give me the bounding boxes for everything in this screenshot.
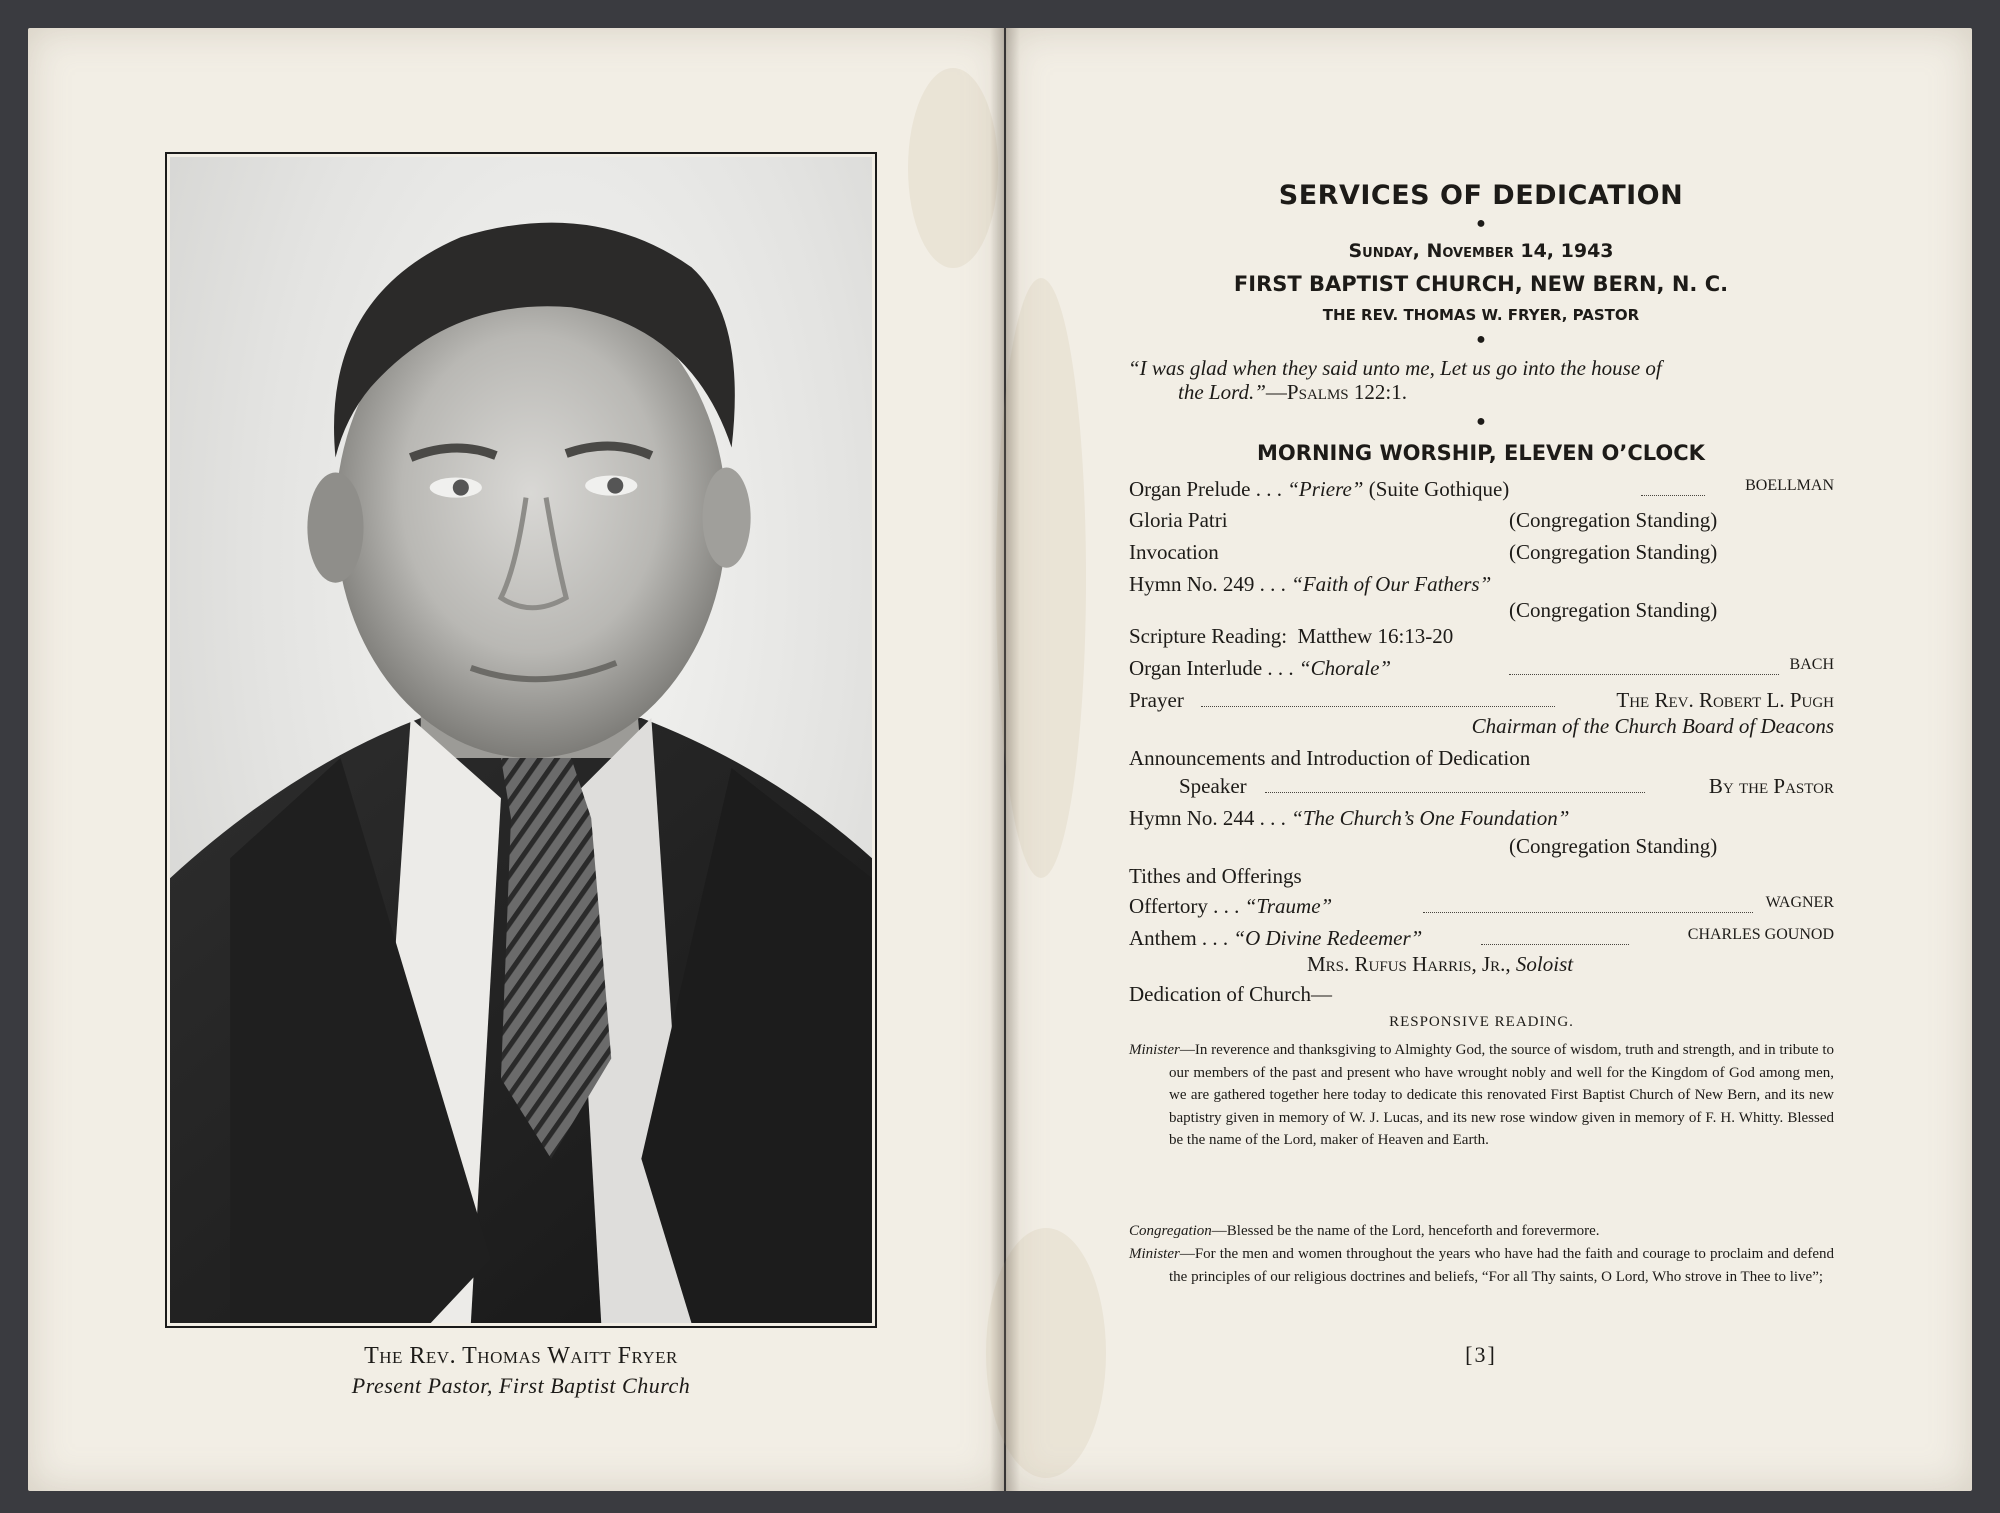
item-label — [1129, 572, 1491, 597]
item-label: Announcements and Introduction of Dedication — [1129, 746, 1531, 770]
service-date: Sunday, November 14, 1943 — [1348, 240, 1614, 262]
item-anthem-soloist — [1129, 952, 1834, 980]
item-prayer — [1129, 688, 1834, 716]
piece-title: “Traume” — [1244, 894, 1333, 918]
item-label — [1129, 894, 1332, 919]
soloist-name: Mrs. Rufus Harris, Jr., — [1307, 952, 1511, 976]
book-gutter — [990, 28, 1020, 1491]
item-label: Invocation — [1129, 540, 1219, 564]
item-prayer-role — [1129, 714, 1834, 742]
item-announcements-line2 — [1129, 774, 1834, 802]
item-label — [1129, 656, 1391, 681]
item-dedication — [1129, 982, 1834, 1010]
photo-caption-role: Present Pastor, First Baptist Church — [351, 1373, 691, 1398]
officiant: The Rev. Robert L. Pugh — [1616, 688, 1834, 712]
scripture-text: Matthew 16:13-20 — [1297, 624, 1454, 648]
composer: BOELLMAN — [1745, 477, 1834, 494]
portrait-photo-frame — [165, 152, 877, 1328]
label-text: Offertory . . . — [1129, 894, 1240, 918]
quote-reference: —Psalms 122:1. — [1265, 380, 1407, 404]
label-text: Scripture Reading: — [1129, 624, 1288, 648]
piece-note: (Suite Gothique) — [1368, 477, 1510, 501]
item-note: (Congregation Standing) — [1509, 834, 1718, 858]
item-label: Dedication of Church— — [1129, 982, 1332, 1006]
bullet-divider: ● — [1476, 331, 1486, 348]
item-tithes — [1129, 864, 1834, 892]
officiant: By the Pastor — [1708, 774, 1834, 798]
label-text: Organ Prelude . . . — [1129, 477, 1282, 501]
item-label — [1129, 477, 1509, 502]
dot-leader — [1641, 477, 1705, 496]
piece-title: “Faith of Our Fathers” — [1291, 572, 1492, 596]
section-heading: MORNING WORSHIP, ELEVEN O’CLOCK — [1257, 441, 1705, 465]
quote-line-1: “I was glad when they said unto me, Let us go into the house of — [1128, 356, 1662, 380]
photo-caption-name: The Rev. Thomas Waitt Fryer — [364, 1343, 678, 1369]
composer: WAGNER — [1765, 894, 1834, 911]
label-text: Anthem . . . — [1129, 926, 1229, 950]
item-note: (Congregation Standing) — [1509, 540, 1718, 564]
item-label: Gloria Patri — [1129, 508, 1228, 532]
item-hymn-249 — [1129, 572, 1834, 600]
item-label: Tithes and Offerings — [1129, 864, 1302, 888]
reading-part-minister — [1129, 1243, 1834, 1288]
bullet-divider: ● — [1476, 215, 1486, 232]
item-hymn-249-note — [1129, 598, 1834, 626]
item-anthem — [1129, 926, 1834, 954]
reading-text: —Blessed be the name of the Lord, henceforth and forevermore. — [1211, 1223, 1600, 1239]
reading-text: —For the men and women throughout the years who have had the faith and courage to proclaim and defend the principles of our religious doctrines and beliefs, “For all Thy saints, O Lord, Who strove in Thee to live”; — [1169, 1246, 1834, 1285]
item-offertory — [1129, 894, 1834, 922]
page-title: SERVICES OF DEDICATION — [1278, 180, 1684, 211]
item-gloria-patri — [1129, 508, 1834, 536]
scripture-quote — [1128, 356, 1834, 404]
label-text: Hymn No. 249 . . . — [1129, 572, 1286, 596]
piece-title: “Chorale” — [1298, 656, 1392, 680]
portrait-photo — [170, 157, 872, 1323]
soloist — [1307, 952, 1573, 977]
item-organ-interlude — [1129, 656, 1834, 684]
church-name: FIRST BAPTIST CHURCH, NEW BERN, N. C. — [1233, 272, 1729, 296]
item-note: (Congregation Standing) — [1509, 508, 1718, 532]
item-hymn-244-note — [1129, 834, 1834, 862]
officiant-role: Chairman of the Church Board of Deacons — [1471, 714, 1834, 738]
piece-title: “The Church’s One Foundation” — [1291, 806, 1570, 830]
piece-title: “Priere” — [1287, 477, 1364, 501]
dot-leader — [1509, 656, 1779, 675]
speaker: Minister — [1129, 1246, 1180, 1262]
responsive-reading-heading: RESPONSIVE READING. — [1389, 1014, 1574, 1030]
portrait-illustration — [170, 157, 872, 1323]
water-stain — [908, 68, 998, 268]
dot-leader — [1201, 688, 1555, 707]
speaker: Congregation — [1129, 1223, 1212, 1239]
quote-text: the Lord.” — [1178, 380, 1266, 404]
reading-part-minister — [1129, 1039, 1834, 1152]
item-scripture — [1129, 624, 1834, 652]
item-label: Speaker — [1179, 774, 1247, 798]
bullet-divider: ● — [1476, 413, 1486, 430]
page-number: [3] — [1465, 1342, 1497, 1367]
item-label — [1129, 624, 1453, 649]
item-announcements — [1129, 746, 1834, 774]
composer: BACH — [1789, 656, 1834, 673]
item-label — [1129, 806, 1569, 831]
item-invocation — [1129, 540, 1834, 568]
speaker: Minister — [1129, 1042, 1180, 1058]
quote-line-2 — [1128, 380, 1834, 404]
label-text: Organ Interlude . . . — [1129, 656, 1294, 680]
piece-title: “O Divine Redeemer” — [1233, 926, 1423, 950]
dot-leader — [1265, 774, 1645, 793]
item-label: Prayer — [1129, 688, 1184, 712]
item-hymn-244 — [1129, 806, 1834, 834]
label-text: Hymn No. 244 . . . — [1129, 806, 1286, 830]
item-organ-prelude — [1129, 477, 1834, 505]
dot-leader — [1481, 926, 1629, 945]
dot-leader — [1423, 894, 1753, 913]
soloist-role: Soloist — [1515, 952, 1574, 976]
reading-part-congregation — [1129, 1220, 1834, 1243]
pastor-line: THE REV. THOMAS W. FRYER, PASTOR — [1322, 306, 1640, 324]
item-note: (Congregation Standing) — [1509, 598, 1718, 622]
reading-text: —In reverence and thanksgiving to Almighty God, the source of wisdom, truth and strength, and in tribute to our members of the past and present who have wrought nobly and well for the Kingdom of God among men, we are gathered together here today to dedicate this renovated First Baptist Church of New Bern, and its new baptistry given in memory of W. J. Lucas, and its new rose window given in memory of F. H. Whitty. Blessed be the name of the Lord, maker of Heaven and Earth. — [1169, 1042, 1834, 1148]
composer: CHARLES GOUNOD — [1687, 926, 1834, 943]
item-label — [1129, 926, 1422, 951]
